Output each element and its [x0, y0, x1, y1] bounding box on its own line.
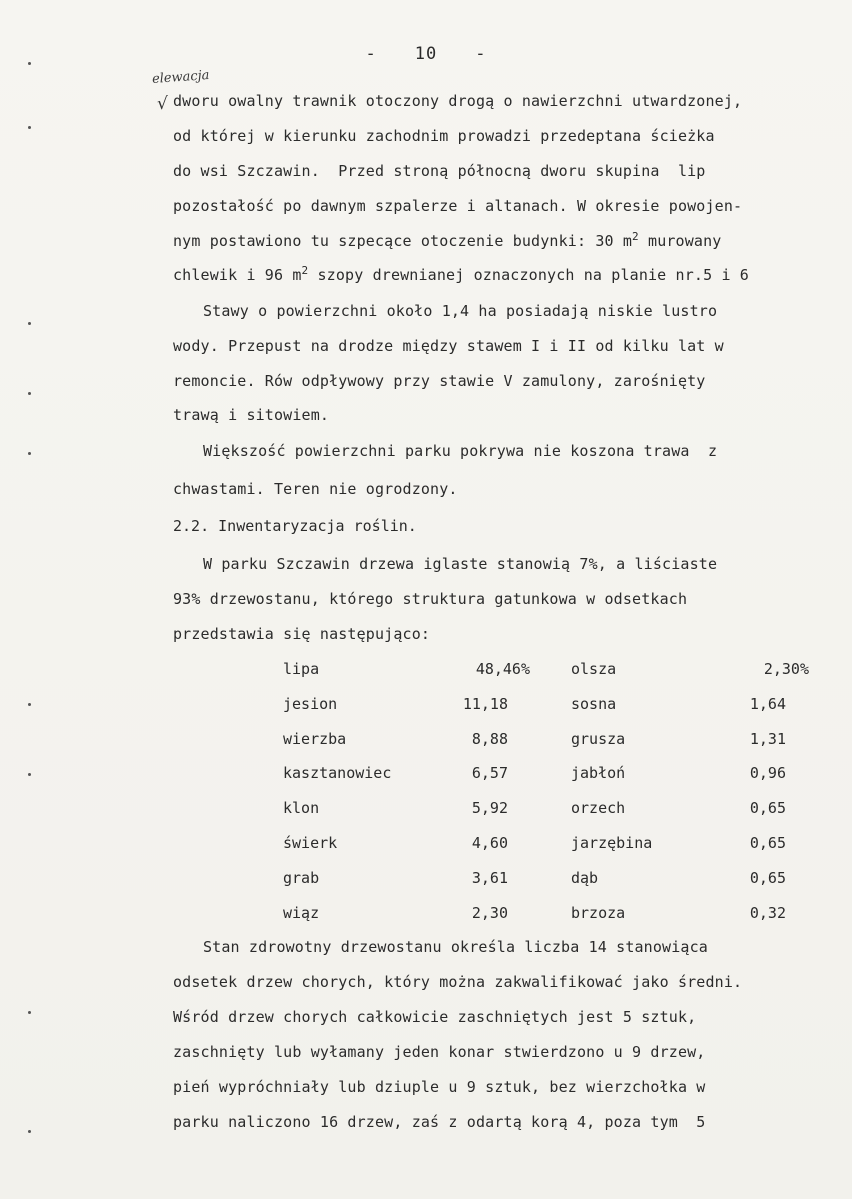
- species-name: wierzba: [283, 730, 347, 748]
- text-line: pień wypróchniały lub dziuple u 9 sztuk, bez wierzchołka w: [173, 1078, 706, 1096]
- text-line: [173, 232, 721, 250]
- text-line: przedstawia się następująco:: [173, 625, 431, 643]
- binding-hole-mark: [28, 703, 31, 706]
- page-number-dash: -: [475, 44, 487, 64]
- text-line: do wsi Szczawin. Przed stroną północną dworu skupina lip: [173, 162, 706, 180]
- species-name: wiąz: [283, 904, 320, 922]
- text-line: trawą i sitowiem.: [173, 406, 330, 424]
- binding-hole-mark: [28, 452, 31, 455]
- text-line: pozostałość po dawnym szpalerze i altanach. W okresie powojen-: [173, 197, 743, 215]
- binding-hole-mark: [28, 773, 31, 776]
- species-percent: 0,65: [749, 869, 786, 887]
- species-percent: 48,46%: [475, 660, 530, 678]
- species-name: lipa: [283, 660, 320, 678]
- species-name: kasztanowiec: [283, 764, 392, 782]
- species-percent: 6,57: [471, 764, 508, 782]
- text-line: W parku Szczawin drzewa iglaste stanowią 7%, a liściaste: [203, 555, 718, 573]
- text-line: remoncie. Rów odpływowy przy stawie V zamulony, zarośnięty: [173, 372, 706, 390]
- species-percent: 1,31: [749, 730, 786, 748]
- page-number-value: 10: [414, 44, 438, 64]
- binding-hole-mark: [28, 126, 31, 129]
- text-fragment: nym postawiono tu szpecące otoczenie budynki: 30 m: [173, 232, 633, 250]
- species-name: klon: [283, 799, 320, 817]
- species-name: jarzębina: [571, 834, 653, 852]
- binding-hole-mark: [28, 322, 31, 325]
- species-name: grusza: [571, 730, 626, 748]
- page-number: [0, 44, 852, 64]
- superscript: 2: [632, 230, 639, 243]
- species-name: jabłoń: [571, 764, 626, 782]
- binding-hole-mark: [28, 392, 31, 395]
- text-line: Wśród drzew chorych całkowicie zaschniętych jest 5 sztuk,: [173, 1008, 697, 1026]
- binding-hole-mark: [28, 1011, 31, 1014]
- page-number-dash: -: [365, 44, 377, 64]
- species-name: orzech: [571, 799, 626, 817]
- text-line: 93% drzewostanu, którego struktura gatunkowa w odsetkach: [173, 590, 688, 608]
- text-line: Większość powierzchni parku pokrywa nie koszona trawa z: [203, 442, 718, 460]
- species-percent: 0,65: [749, 799, 786, 817]
- species-name: sosna: [571, 695, 617, 713]
- species-name: świerk: [283, 834, 338, 852]
- text-line: parku naliczono 16 drzew, zaś z odartą korą 4, poza tym 5: [173, 1113, 706, 1131]
- text-line: Stawy o powierzchni około 1,4 ha posiadają niskie lustro: [203, 302, 718, 320]
- text-line: Stan zdrowotny drzewostanu określa liczba 14 stanowiąca: [203, 938, 708, 956]
- text-line: od której w kierunku zachodnim prowadzi przedeptana ścieżka: [173, 127, 715, 145]
- species-percent: 8,88: [471, 730, 508, 748]
- species-name: jesion: [283, 695, 338, 713]
- species-percent: 4,60: [471, 834, 508, 852]
- text-line: odsetek drzew chorych, który można zakwalifikować jako średni.: [173, 973, 743, 991]
- species-name: brzoza: [571, 904, 626, 922]
- text-line: dworu owalny trawnik otoczony drogą o nawierzchni utwardzonej,: [173, 92, 743, 110]
- species-percent: 5,92: [471, 799, 508, 817]
- species-percent: 2,30: [471, 904, 508, 922]
- species-name: olsza: [571, 660, 617, 678]
- text-line: [173, 266, 749, 284]
- text-line: chwastami. Teren nie ogrodzony.: [173, 480, 458, 498]
- section-heading: 2.2. Inwentaryzacja roślin.: [173, 517, 417, 535]
- species-percent: 11,18: [462, 695, 508, 713]
- text-fragment: murowany: [638, 232, 722, 250]
- species-percent: 0,96: [749, 764, 786, 782]
- superscript: 2: [301, 264, 309, 277]
- species-percent: 3,61: [471, 869, 508, 887]
- text-fragment: szopy drewnianej oznaczonych na planie nr.5 i 6: [308, 266, 749, 284]
- species-name: grab: [283, 869, 320, 887]
- text-line: wody. Przepust na drodze między stawem I i II od kilku lat w: [173, 337, 724, 355]
- species-percent: 1,64: [749, 695, 786, 713]
- text-fragment: chlewik i 96 m: [173, 266, 302, 284]
- text-line: zaschnięty lub wyłamany jeden konar stwierdzono u 9 drzew,: [173, 1043, 706, 1061]
- species-name: dąb: [571, 869, 599, 887]
- species-percent: 0,65: [749, 834, 786, 852]
- binding-hole-mark: [28, 1130, 31, 1133]
- species-percent: 2,30%: [763, 660, 809, 678]
- handwritten-tick-mark: √: [157, 94, 168, 114]
- species-percent: 0,32: [749, 904, 786, 922]
- handwritten-annotation: elewacja: [151, 68, 210, 87]
